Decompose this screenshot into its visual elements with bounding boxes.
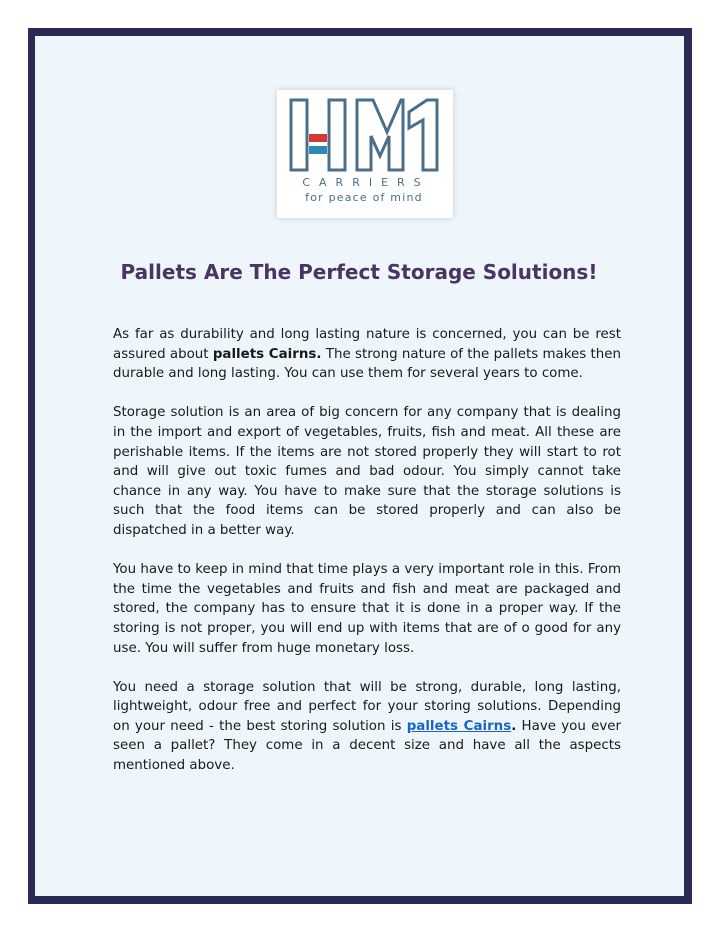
paragraph-1-text-end: The strong nature of the pallets makes then durable and long lasting. You can use them for several years to come. xyxy=(113,346,621,382)
paragraph-2: Storage solution is an area of big concern for any company that is dealing in the import and export of vegetables, fruits, fish and meat. All these are perishable items. If the items are not stored properly they will start to rot and will give out toxic fumes and bad odour. You simply cannot take chance in any way. You have to make sure that the storage solutions is such that the food items can be stored properly and can also be dispatched in a better way. xyxy=(113,405,621,538)
paragraph-4-period: . xyxy=(511,718,517,734)
logo-carriers-text: CARRIERS xyxy=(302,176,430,189)
document-title: Pallets Are The Perfect Storage Solutions! xyxy=(120,260,598,284)
document-body xyxy=(113,325,621,795)
paragraph-4-text-end: Have you ever seen a pallet? They come in a decent size and have all the aspects mentioned above. xyxy=(113,718,621,774)
company-logo xyxy=(277,90,453,218)
document-page xyxy=(28,28,692,904)
logo-mark-icon xyxy=(277,90,453,178)
pallets-cairns-bold: pallets Cairns. xyxy=(212,346,322,362)
paragraph-4-text-start: You need a storage solution that will be strong, durable, long lasting, lightweight, odour free and perfect for your storing solutions. Depending on your need - the best storing solution is xyxy=(113,679,621,734)
paragraph-1 xyxy=(113,325,621,384)
pallets-cairns-link[interactable]: pallets Cairns xyxy=(406,718,512,734)
paragraph-3: You have to keep in mind that time plays a very important role in this. From the time the vegetables and fruits and fish and meat are packaged and stored, the company has to ensure that it is done in a proper way. If the storing is not proper, you will end up with items that are of o good for any use. You will suffer from huge monetary loss. xyxy=(113,562,621,656)
logo-tagline-text: for peace of mind xyxy=(305,191,423,204)
paragraph-4 xyxy=(113,678,621,776)
paragraph-1-text-start: As far as durability and long lasting nature is concerned, you can be rest assured about xyxy=(113,327,621,362)
